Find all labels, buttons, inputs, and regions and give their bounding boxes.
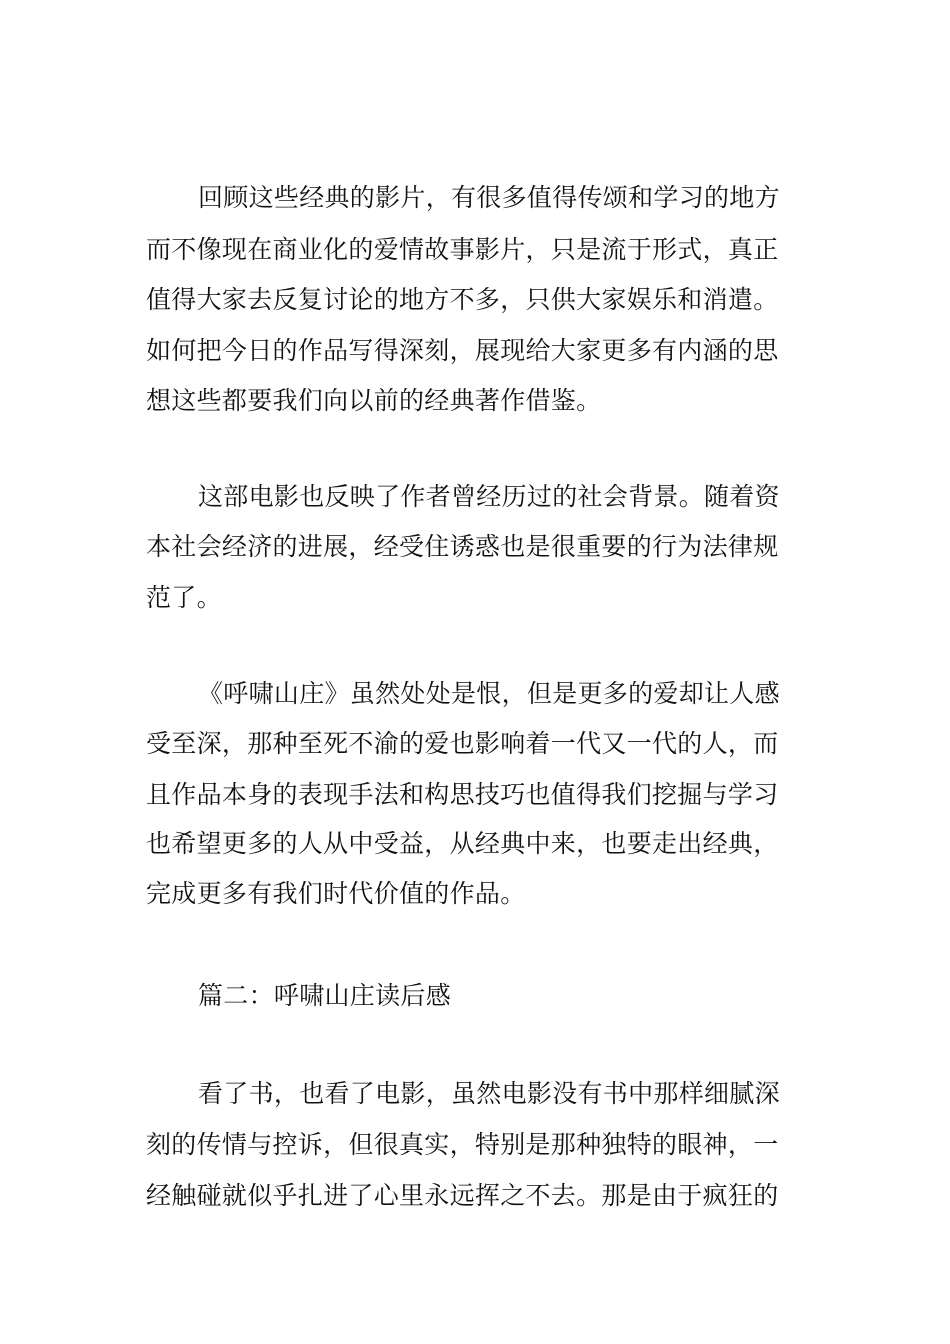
paragraph-2-line-2: 本社会经济的进展，经受住诱惑也是很重要的行为法律规 [146,532,779,561]
paragraph-2-line-1: 这部电影也反映了作者曾经历过的社会背景。随着资 [198,482,780,511]
paragraph-1-line-2: 而不像现在商业化的爱情故事影片，只是流于形式，真正 [146,235,779,264]
paragraph-3-line-1: 《呼啸山庄》虽然处处是恨，但是更多的爱却让人感 [198,679,780,708]
paragraph-2-line-3: 范了。 [146,583,222,612]
paragraph-1-line-5: 想这些都要我们向以前的经典著作借鉴。 [146,386,602,415]
paragraph-3-line-5: 完成更多有我们时代价值的作品。 [146,879,526,908]
paragraph-3-line-4: 也希望更多的人从中受益，从经典中来，也要走出经典， [146,829,779,858]
paragraph-5-line-2: 刻的传情与控诉，但很真实，特别是那种独特的眼神，一 [146,1130,779,1159]
paragraph-1-line-4: 如何把今日的作品写得深刻，展现给大家更多有内涵的思 [146,336,779,365]
paragraph-5-line-3: 经触碰就似乎扎进了心里永远挥之不去。那是由于疯狂的 [146,1181,779,1210]
section-heading: 篇二：呼啸山庄读后感 [198,981,452,1010]
paragraph-1-line-1: 回顾这些经典的影片，有很多值得传颂和学习的地方 [198,183,780,212]
paragraph-3-line-2: 受至深，那种至死不渝的爱也影响着一代又一代的人，而 [146,729,779,758]
paragraph-1-line-3: 值得大家去反复讨论的地方不多，只供大家娱乐和消遣。 [146,285,779,314]
paragraph-5-line-1: 看了书，也看了电影，虽然电影没有书中那样细腻深 [198,1079,780,1108]
paragraph-3-line-3: 且作品本身的表现手法和构思技巧也值得我们挖掘与学习 [146,780,779,809]
